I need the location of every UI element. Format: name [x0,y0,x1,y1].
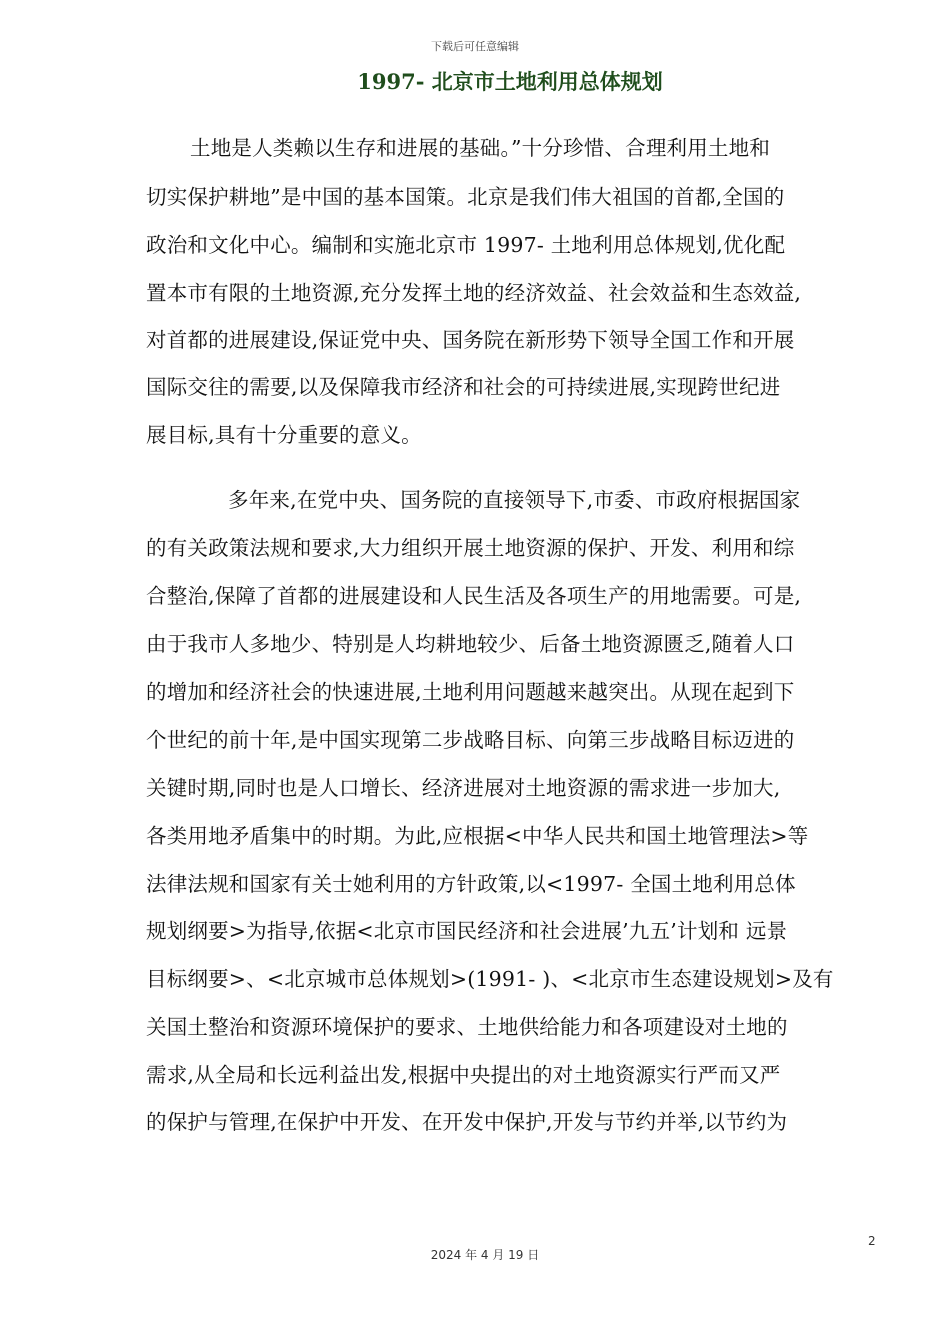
paragraph-line: 多年来,在党中央、国务院的直接领导下,市委、市政府根据国家 [228,488,801,512]
paragraph-line: 政治和文化中心。编制和实施北京市 1997- 土地利用总体规划,优化配 [146,233,786,257]
document-title: 1997- 北京市土地利用总体规划 [357,69,663,94]
header-note: 下载后可任意编辑 [431,40,519,53]
paragraph-line: 由于我市人多地少、特别是人均耕地较少、后备土地资源匮乏,随着人口 [146,632,795,656]
paragraph-line: 的有关政策法规和要求,大力组织开展土地资源的保护、开发、利用和综 [146,536,795,560]
paragraph-line: 土地是人类赖以生存和进展的基础。”十分珍惜、合理利用土地和 [190,136,771,160]
paragraph-line: 国际交往的需要,以及保障我市经济和社会的可持续进展,实现跨世纪进 [146,375,781,399]
paragraph-line: 切实保护耕地”是中国的基本国策。北京是我们伟大祖国的首都,全国的 [146,185,785,209]
paragraph-line: 对首都的进展建设,保证党中央、国务院在新形势下领导全国工作和开展 [146,328,795,352]
paragraph-line: 展目标,具有十分重要的意义。 [146,423,422,447]
paragraph-line: 需求,从全局和长远利益出发,根据中央提出的对土地资源实行严而又严 [146,1063,781,1087]
footer-date: 2024 年 4 月 19 日 [430,1248,540,1262]
paragraph-line: 规划纲要>为指导,依据<北京市国民经济和社会进展’九五’计划和 远景 [146,919,788,943]
paragraph-line: 目标纲要>、<北京城市总体规划>(1991- )、<北京市生态建设规划>及有 [146,967,834,991]
paragraph-line: 关国土整治和资源环境保护的要求、土地供给能力和各项建设对土地的 [146,1015,788,1039]
paragraph-line: 法律法规和国家有关士她利用的方针政策,以<1997- 全国土地利用总体 [146,872,796,896]
paragraph-line: 置本市有限的土地资源,充分发挥土地的经济效益、社会效益和生态效益, [146,281,802,305]
paragraph-line: 各类用地矛盾集中的时期。为此,应根据<中华人民共和国土地管理法>等 [146,824,809,848]
paragraph-line: 合整治,保障了首都的进展建设和人民生活及各项生产的用地需要。可是, [146,584,802,608]
paragraph-line: 个世纪的前十年,是中国实现第二步战略目标、向第三步战略目标迈进的 [146,728,795,752]
paragraph-line: 的保护与管理,在保护中开发、在开发中保护,开发与节约并举,以节约为 [146,1110,788,1134]
page-number: 2 [868,1234,876,1248]
paragraph-line: 的增加和经济社会的快速进展,土地利用问题越来越突出。从现在起到下 [146,680,795,704]
paragraph-line: 关键时期,同时也是人口增长、经济进展对土地资源的需求进一步加大, [146,776,781,800]
